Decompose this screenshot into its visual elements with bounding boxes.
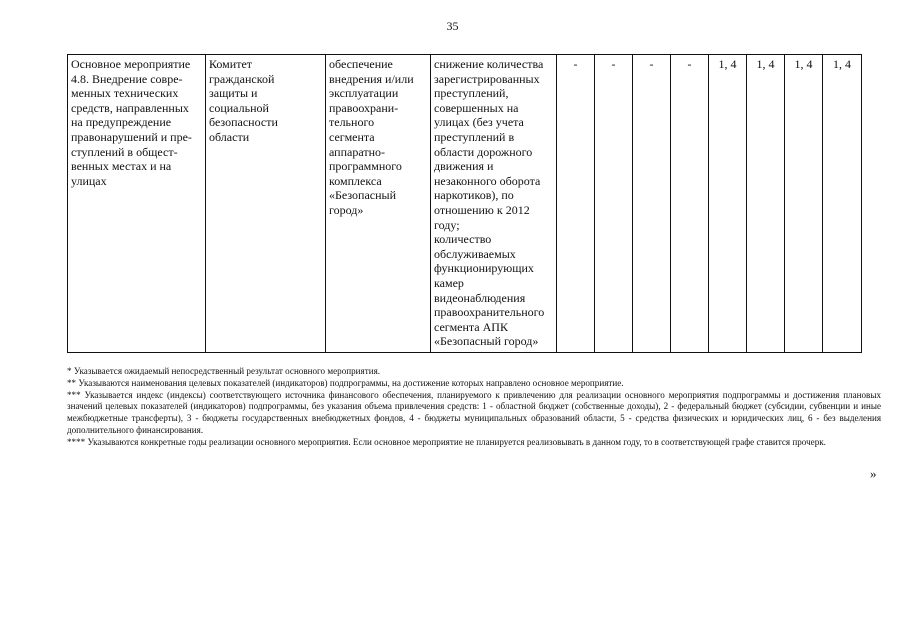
result-line: эксплуатации xyxy=(329,86,399,101)
indicator-line: правоохранительного xyxy=(434,305,545,320)
indicator-line: наркотиков), по xyxy=(434,188,514,203)
year-cell-7: 1, 4 xyxy=(785,55,823,353)
indicator-line: отношению к 2012 xyxy=(434,202,530,217)
indicator-line: преступлений, xyxy=(434,86,509,101)
result-line: сегмента xyxy=(329,129,375,144)
activity-line: 4.8. Внедрение совре- xyxy=(71,71,183,86)
indicator-line: снижение количества xyxy=(434,57,544,71)
activities-table xyxy=(67,54,862,353)
result-line: обеспечение xyxy=(329,57,393,71)
indicator-line: совершенных на xyxy=(434,100,519,115)
year-cell-5: 1, 4 xyxy=(709,55,747,353)
activity-line: улицах xyxy=(71,173,107,188)
result-line: тельного xyxy=(329,115,375,130)
footnote-funding-sources: *** Указывается индекс (индексы) соответствующего источника финансового обеспечения, планируемого к привлечению для реализации основного мероприятия подпрограммы и достижения плановых значений целевых показателей (индикаторов) подпрограммы, без указания объема привлечения средств: 1 - областной бюджет (собственные доходы), 2 - федеральный бюджет (субсидии, субвенции и иные межбюджетные трансферты), 3 - бюджеты государственных внебюджетных фондов, 4 - бюджеты муниципальных образований области, 5 - средства физических и юридических лиц, 6 - без выделения дополнительного финансирования. xyxy=(67,389,881,435)
footnotes xyxy=(67,366,881,449)
indicator-line: камер xyxy=(434,275,464,290)
result-line: «Безопасный xyxy=(329,188,397,203)
indicator-line: году; xyxy=(434,217,460,232)
result-line: программного xyxy=(329,159,402,174)
page-number: 35 xyxy=(446,19,459,33)
activity-line: на предупреждение xyxy=(71,115,172,130)
result-line: внедрения и/или xyxy=(329,71,414,86)
activity-line: Основное мероприятие xyxy=(71,57,191,71)
year-cell-4: - xyxy=(671,55,709,353)
indicator-line: «Безопасный город» xyxy=(434,334,539,349)
year-cell-6: 1, 4 xyxy=(747,55,785,353)
activity-cell xyxy=(68,55,206,353)
table-row xyxy=(68,55,862,353)
indicator-line: зарегистрированных xyxy=(434,71,540,86)
closing-quote: » xyxy=(870,466,877,481)
activity-line: ступлений в общест- xyxy=(71,144,178,159)
executor-line: защиты и xyxy=(209,86,258,101)
footnote-years: **** Указываются конкретные годы реализации основного мероприятия. Если основное мероприятие не планируется реализовывать в данном году, то в соответствующей графе ставится прочерк. xyxy=(67,436,826,447)
indicator-line: незаконного оборота xyxy=(434,173,541,188)
result-line: комплекса xyxy=(329,173,382,188)
executor-line: области xyxy=(209,129,250,144)
indicators-cell xyxy=(431,55,557,353)
result-cell xyxy=(326,55,431,353)
indicator-line: улицах (без учета xyxy=(434,115,524,130)
indicator-line: движения и xyxy=(434,159,494,174)
indicator-line: функционирующих xyxy=(434,261,534,276)
indicator-line: области дорожного xyxy=(434,144,533,159)
indicator-line: обслуживаемых xyxy=(434,246,516,261)
executor-line: безопасности xyxy=(209,115,278,130)
executor-line: Комитет xyxy=(209,57,253,71)
activity-line: средств, направленных xyxy=(71,100,189,115)
result-line: правоохрани- xyxy=(329,100,399,115)
executor-line: социальной xyxy=(209,100,269,115)
indicator-line: преступлений в xyxy=(434,129,515,144)
executor-cell xyxy=(206,55,326,353)
footnote-indicators: ** Указываются наименования целевых показателей (индикаторов) подпрограммы, на достижение которых направлено основное мероприятие. xyxy=(67,377,624,388)
result-line: город» xyxy=(329,202,364,217)
year-cell-8: 1, 4 xyxy=(823,55,862,353)
year-cell-3: - xyxy=(633,55,671,353)
year-cell-2: - xyxy=(595,55,633,353)
activity-line: правонарушений и пре- xyxy=(71,129,192,144)
result-line: аппаратно- xyxy=(329,144,386,159)
activity-line: венных местах и на xyxy=(71,159,172,174)
executor-line: гражданской xyxy=(209,71,275,86)
indicator-line: количество xyxy=(434,232,492,247)
indicator-line: видеонаблюдения xyxy=(434,290,526,305)
year-cell-1: - xyxy=(557,55,595,353)
footnote-result: * Указывается ожидаемый непосредственный результат основного мероприятия. xyxy=(67,366,381,376)
activity-line: менных технических xyxy=(71,86,179,101)
indicator-line: сегмента АПК xyxy=(434,319,508,334)
